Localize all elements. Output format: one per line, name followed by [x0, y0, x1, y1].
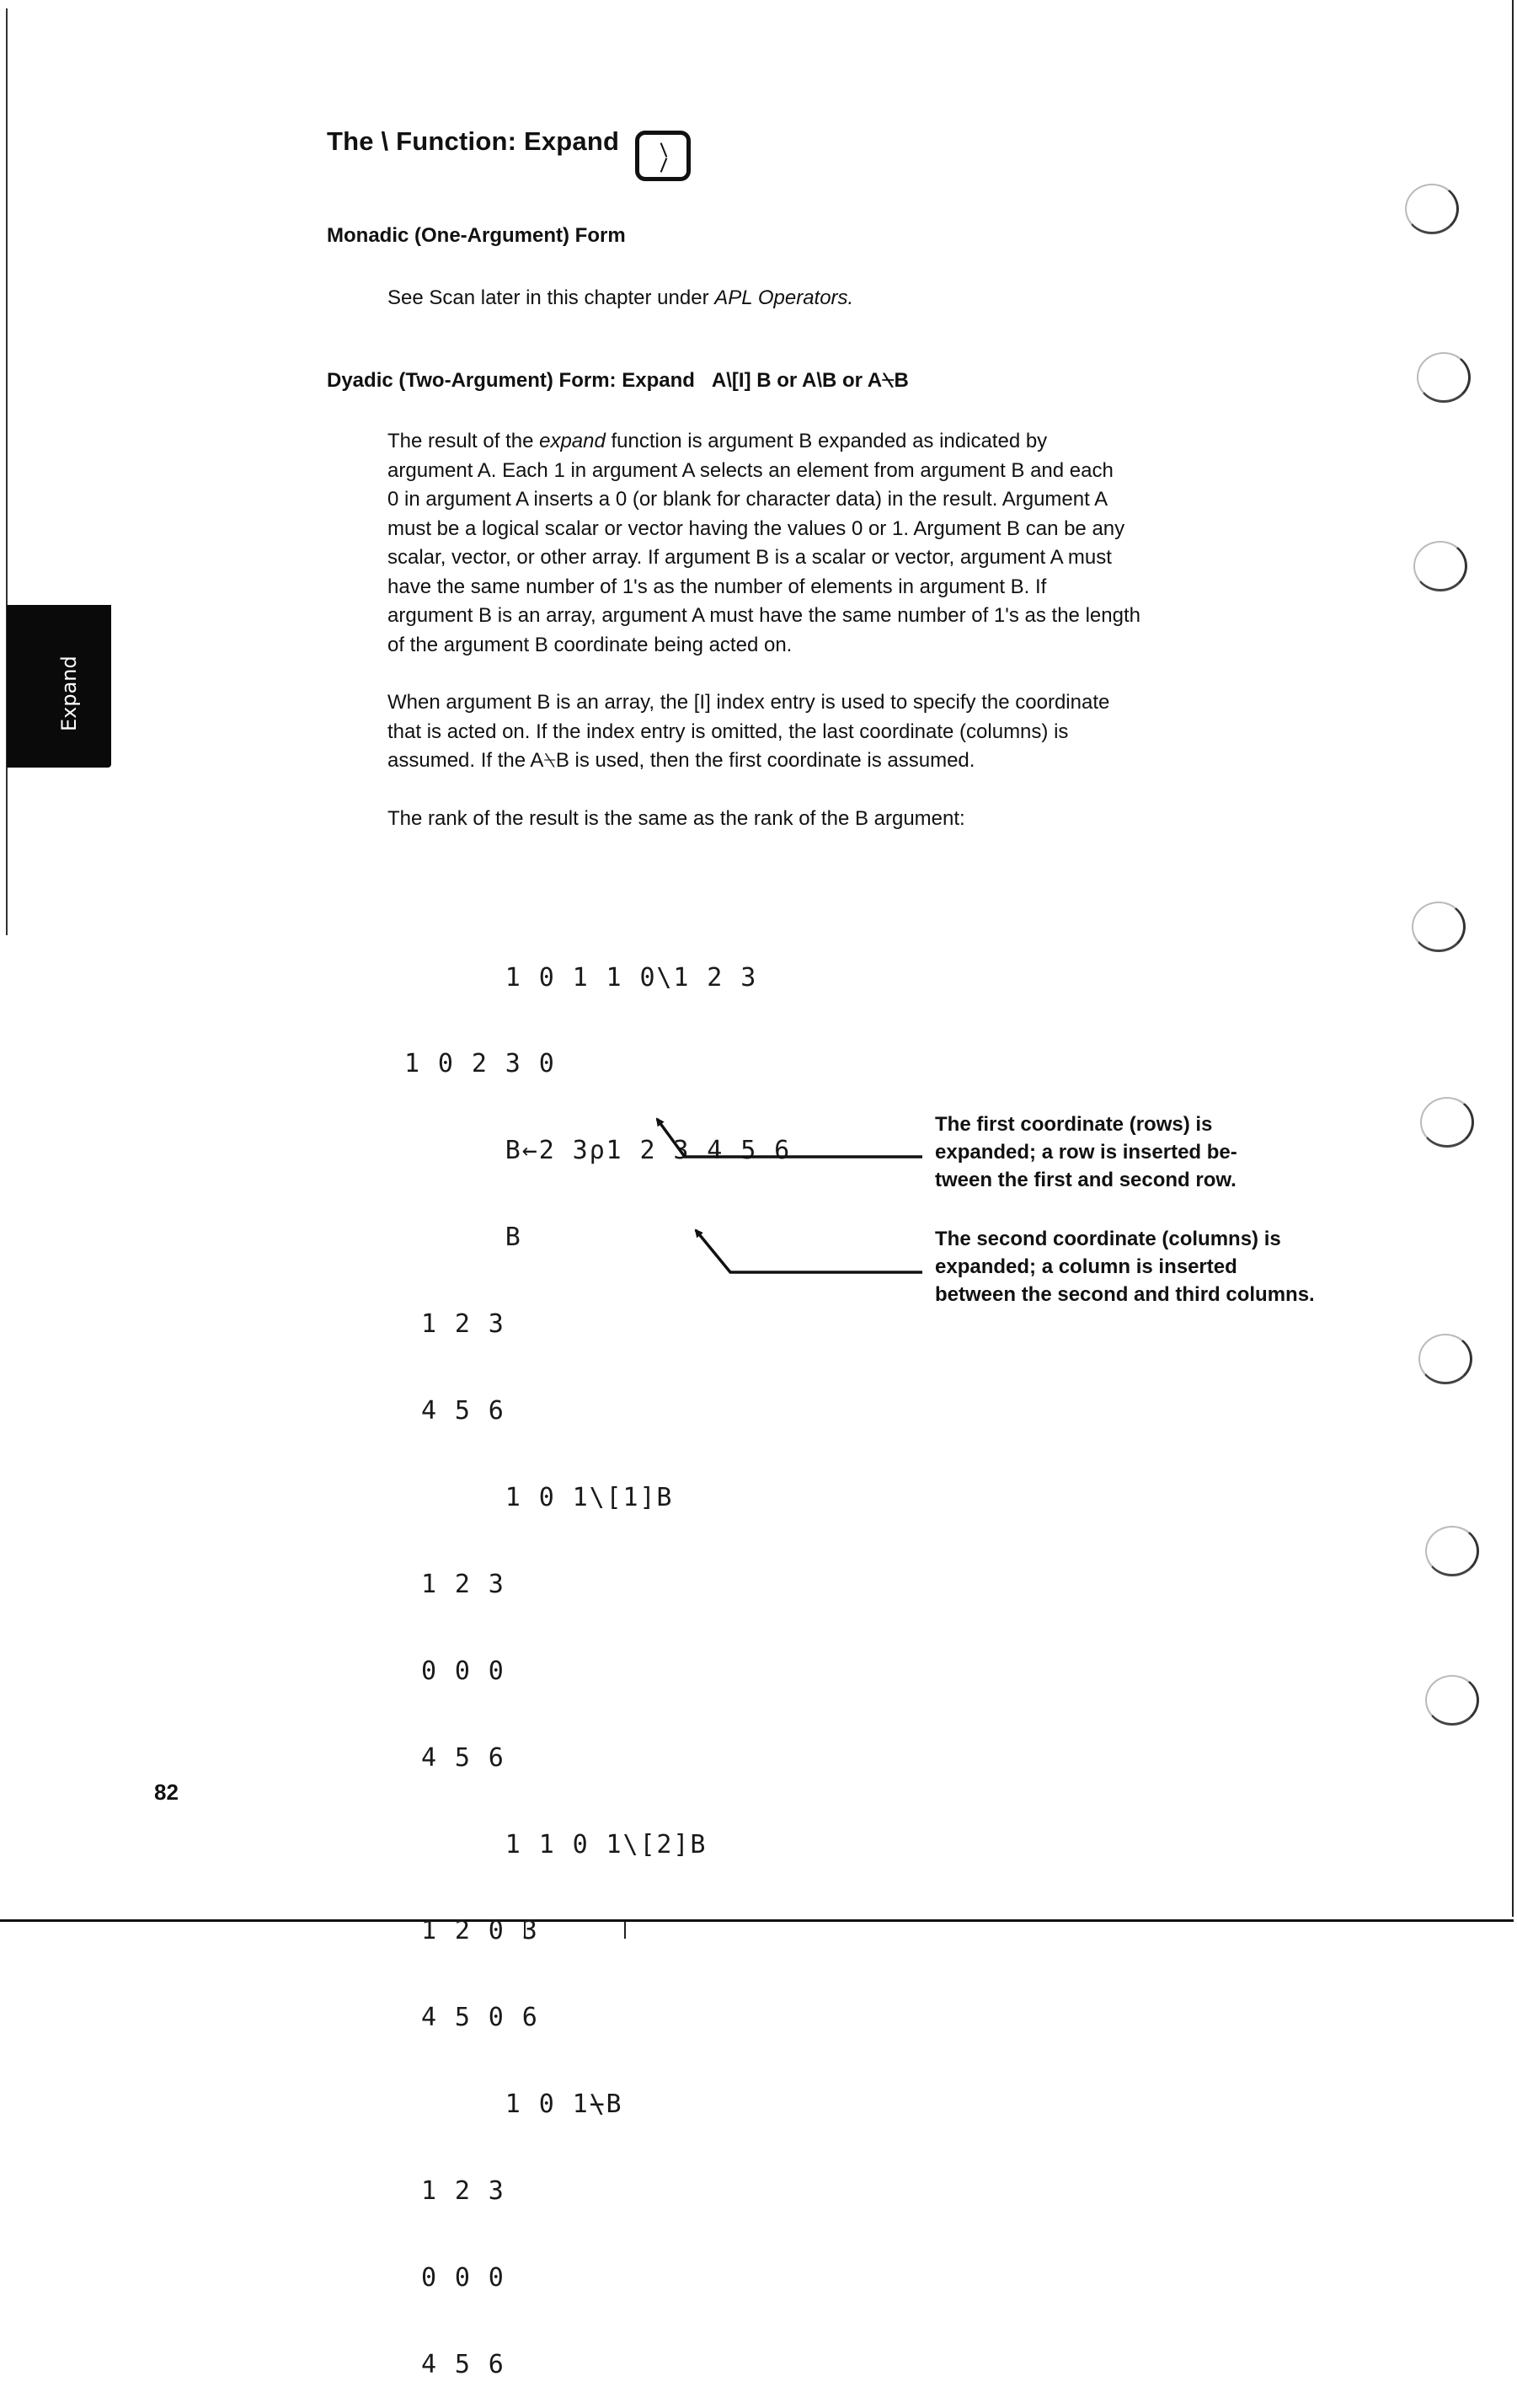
paragraph-line: have the same number of 1's as the number of elements in argument B. If: [387, 575, 1047, 598]
code-line: 1 0 1\[1]B: [404, 1482, 674, 1512]
paragraph-line: that is acted on. If the index entry is omitted, the last coordinate (columns) is: [387, 720, 1069, 743]
callout-line: The first coordinate (rows) is: [935, 1113, 1213, 1136]
code-line: 1 2 3: [404, 1309, 505, 1340]
callout-line: expanded; a column is inserted: [935, 1255, 1237, 1278]
callout-arrow-rows: [657, 1119, 922, 1157]
page-number: 82: [154, 1779, 179, 1805]
callout-rows: [935, 1110, 1237, 1194]
paragraph-line: assumed. If the A⍀B is used, then the first coordinate is assumed.: [387, 749, 975, 772]
callout-line: expanded; a row is inserted be-: [935, 1141, 1237, 1164]
section-tab-label: Expand: [57, 656, 81, 731]
section-tab: [7, 605, 111, 768]
code-line: 1 2 3: [404, 1569, 505, 1599]
code-line: 4 5 6: [404, 1742, 505, 1773]
code-line: 4 5 0 6: [404, 2003, 539, 2033]
page-title: The \ Function: Expand: [327, 126, 620, 156]
code-line: B←2 3⍴1 2 3 4 5 6: [404, 1136, 792, 1166]
text-run: function is argument B expanded as indicated by: [605, 430, 1048, 452]
code-line: 4 5 6: [404, 2349, 505, 2379]
code-line: 1 0 1⍀B: [404, 2090, 623, 2120]
callout-columns: [935, 1225, 1315, 1308]
paragraph-line: argument B is an array, argument A must have the same number of 1's as the length: [387, 604, 1140, 627]
callout-line: The second coordinate (columns) is: [935, 1228, 1281, 1250]
callout-arrow-columns: [696, 1230, 922, 1272]
code-line: 1 2 0 3: [404, 1916, 539, 1946]
callout-line: between the second and third columns.: [935, 1283, 1315, 1306]
paragraph-line: scalar, vector, or other array. If argument B is a scalar or vector, argument A must: [387, 546, 1112, 569]
code-line: 0 0 0: [404, 1656, 505, 1686]
dyadic-syntax: A\[I] B or A\B or A⍀B: [711, 369, 909, 392]
paragraph-line: argument A. Each 1 in argument A selects an element from argument B and each: [387, 458, 1114, 482]
monadic-text: See Scan later in this chapter under: [387, 286, 715, 309]
callout-line: tween the first and second row.: [935, 1169, 1237, 1191]
paragraph-rank: The rank of the result is the same as the rank of the B argument:: [387, 807, 965, 830]
code-line: 1 0 2 3 0: [404, 1049, 556, 1079]
text-run: The result of the: [387, 430, 540, 452]
monadic-heading: Monadic (One-Argument) Form: [327, 224, 626, 247]
paragraph-line: 0 in argument A inserts a 0 (or blank for character data) in the result. Argument A: [387, 488, 1108, 511]
code-line: 4 5 6: [404, 1396, 505, 1426]
expand-term: expand: [539, 430, 606, 452]
apl-operators-reference: APL Operators.: [714, 286, 854, 309]
code-line: B: [404, 1223, 522, 1253]
paragraph-line: must be a logical scalar or vector having the values 0 or 1. Argument B can be any: [387, 516, 1125, 540]
code-line: 1 1 0 1\[2]B: [404, 1829, 708, 1860]
paragraph-line: When argument B is an array, the [I] index entry is used to specify the coordinate: [387, 691, 1110, 714]
dyadic-heading-label: Dyadic (Two-Argument) Form: Expand: [327, 369, 695, 392]
code-line: 0 0 0: [404, 2262, 505, 2293]
code-line: 1 0 1 1 0\1 2 3: [404, 962, 758, 993]
paragraph-line: of the argument B coordinate being acted on.: [387, 633, 793, 656]
code-line: 1 2 3: [404, 2176, 505, 2207]
